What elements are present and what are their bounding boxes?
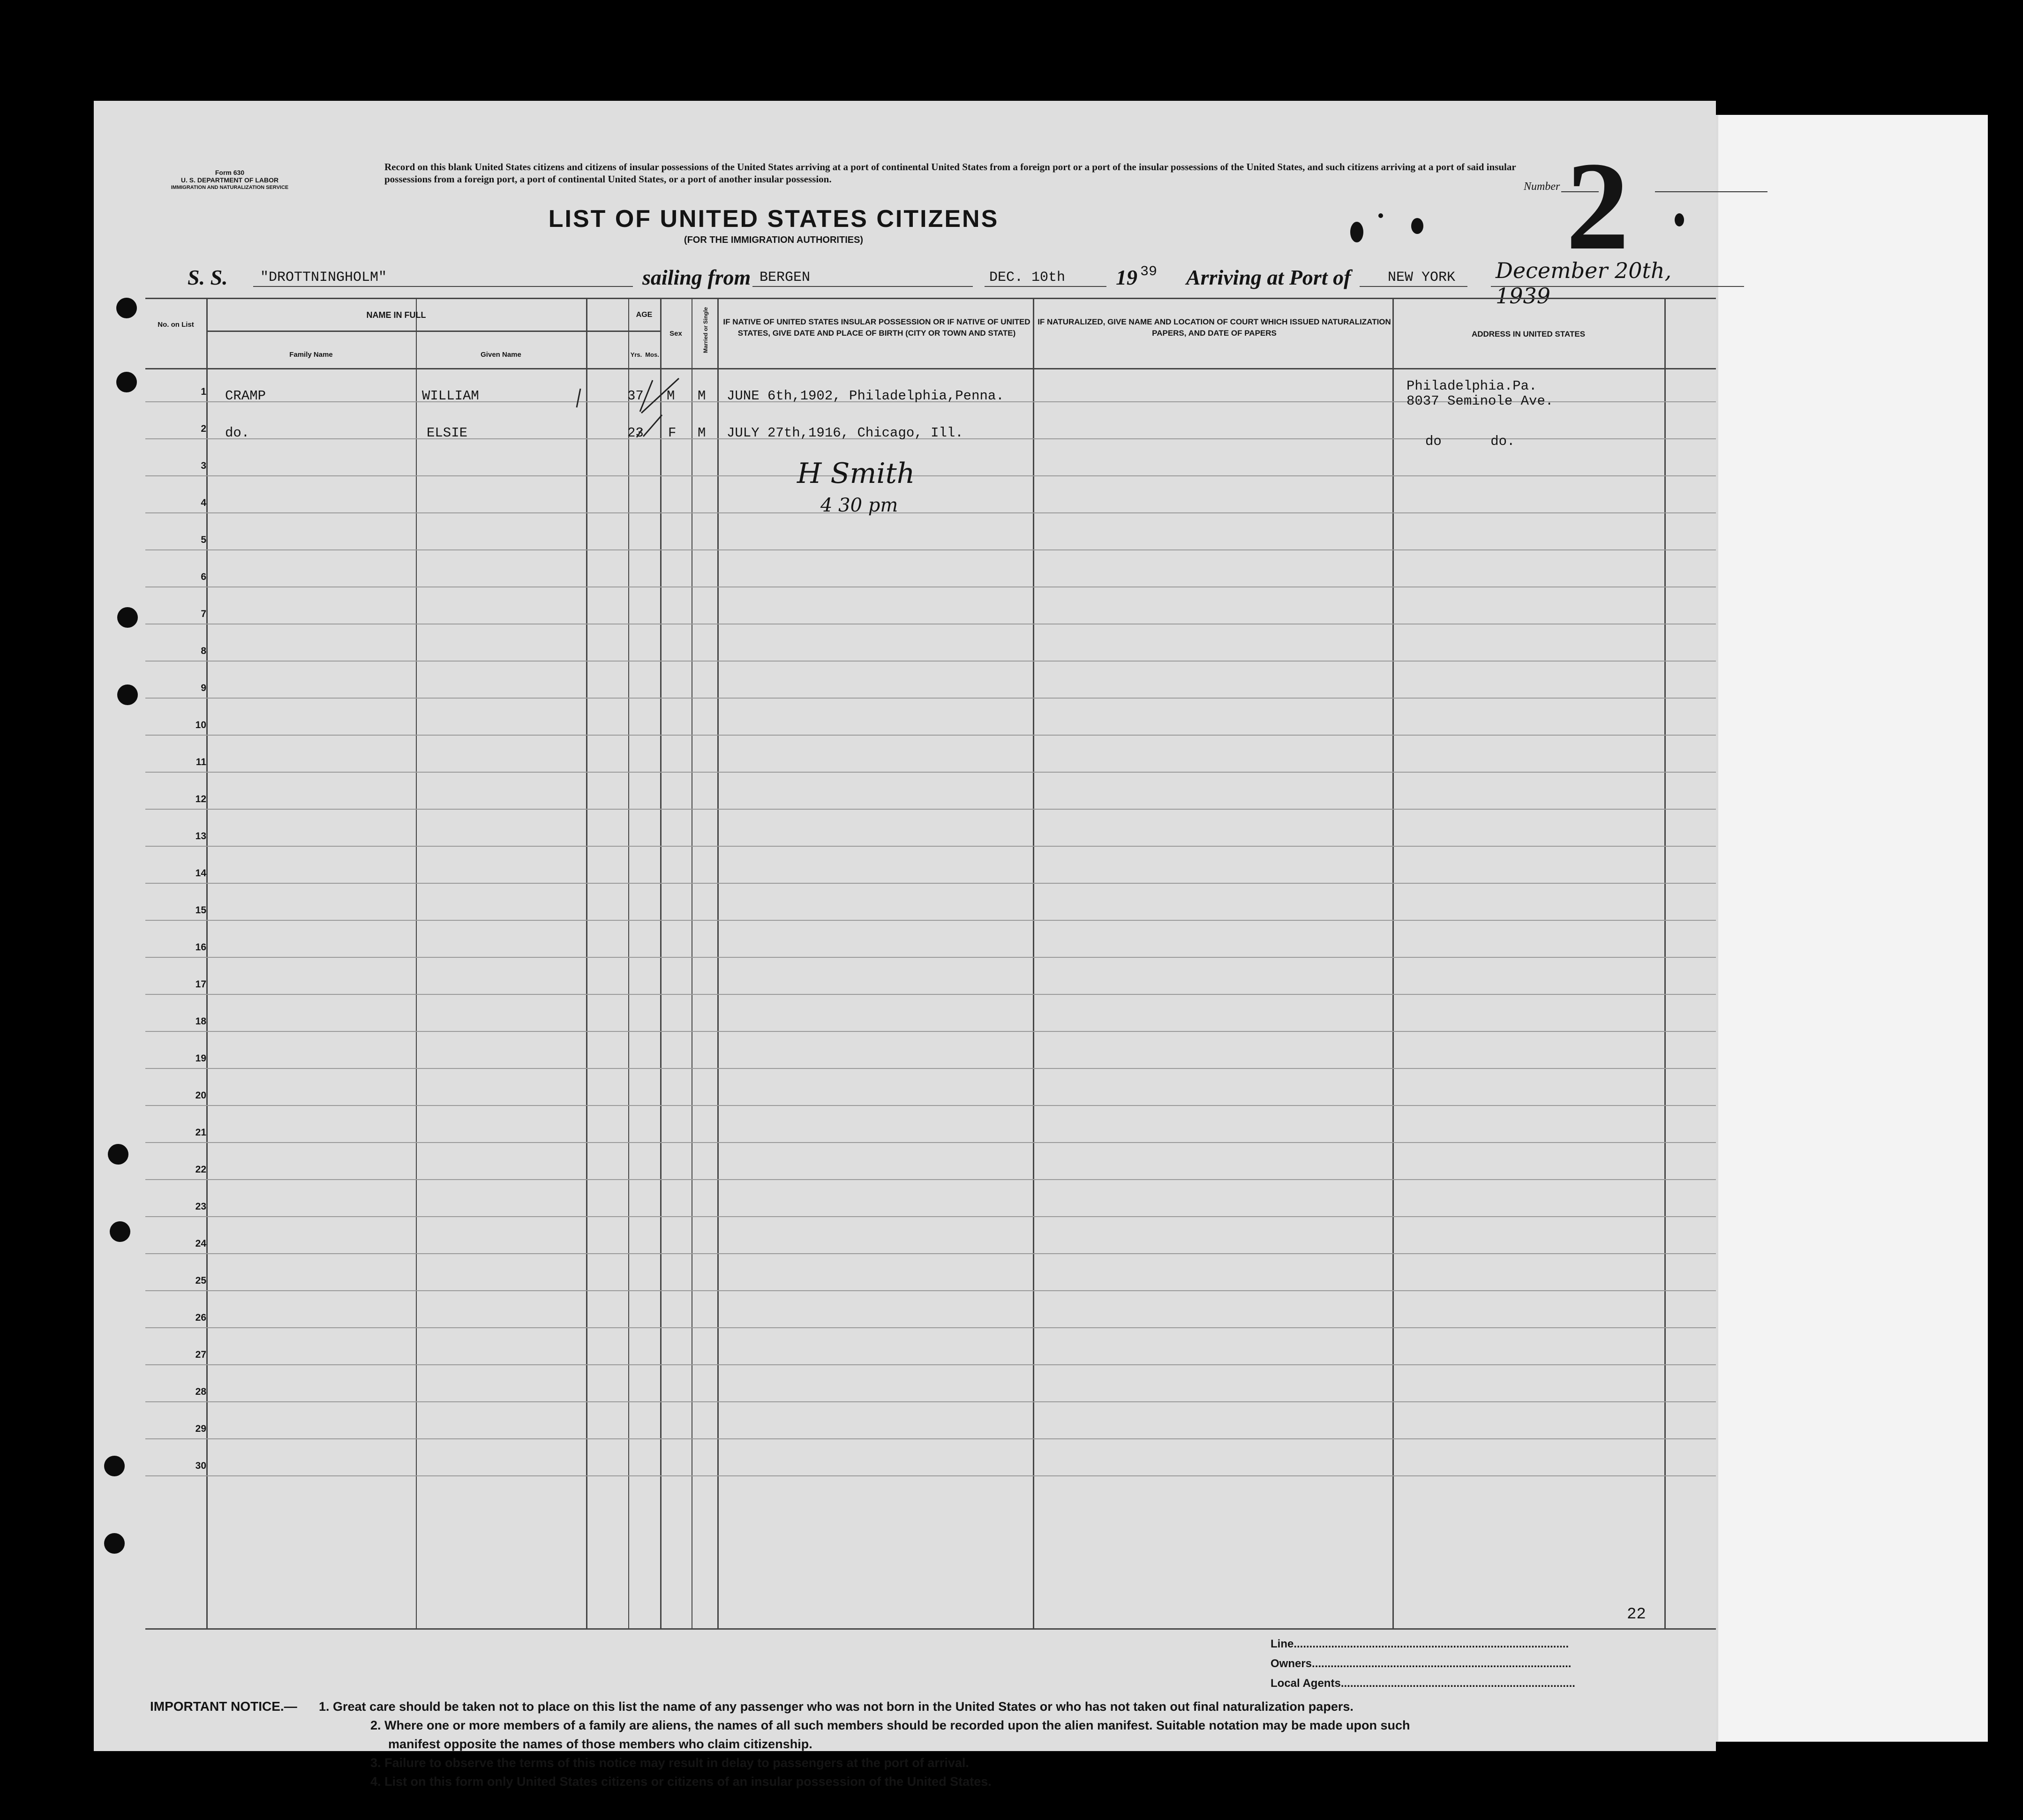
- notice-item: 2. Where one or more members of a family are aliens, the names of all such members should be recorded upon the alien manifest. Suitable notation may be made upon such: [370, 1718, 1410, 1732]
- ink-blot: [1350, 222, 1363, 242]
- arriving-label: Arriving at Port of: [1186, 265, 1351, 289]
- column-divider: [1664, 298, 1666, 1628]
- line-label: Line........................................................................................: [1271, 1638, 1569, 1650]
- column-divider: [416, 298, 417, 1628]
- column-divider: [628, 298, 629, 1628]
- footer-mark: 22: [1627, 1606, 1646, 1624]
- col-sex: Sex: [669, 330, 682, 338]
- row-rule: [145, 1253, 1716, 1254]
- column-divider: [1033, 298, 1034, 1628]
- ink-blot: [1411, 218, 1423, 234]
- notice-lead: IMPORTANT NOTICE.—: [150, 1699, 297, 1714]
- row-number: 13: [195, 831, 206, 842]
- punch-hole: [116, 298, 137, 318]
- punch-hole: [117, 607, 138, 628]
- family-name-cell: CRAMP: [225, 388, 266, 404]
- row-number: 10: [195, 720, 206, 730]
- row-number: 19: [195, 1053, 206, 1064]
- ship-line: [253, 286, 633, 287]
- notice-item: 4. List on this form only United States citizens or citizens of an insular possession of the United States.: [370, 1775, 992, 1789]
- row-rule: [145, 1068, 1716, 1069]
- row-number: 20: [195, 1090, 206, 1101]
- check-mark: [614, 376, 684, 437]
- marital-cell: M: [698, 425, 706, 441]
- sailing-from-label: sailing from: [642, 265, 751, 289]
- arrival-port-line: [1360, 286, 1467, 287]
- row-number: 8: [201, 646, 206, 656]
- row-rule: [145, 994, 1716, 995]
- col-age: AGE: [636, 311, 653, 319]
- row-number: 26: [195, 1312, 206, 1323]
- row-number: 24: [195, 1238, 206, 1249]
- row-rule: [145, 735, 1716, 736]
- year-prefix: 19: [1116, 265, 1137, 289]
- row-number: 28: [195, 1386, 206, 1397]
- row-number: 1: [201, 386, 206, 397]
- service-name: IMMIGRATION AND NATURALIZATION SERVICE: [171, 185, 289, 190]
- row-rule: [145, 475, 1716, 476]
- row-number: 30: [195, 1460, 206, 1471]
- row-rule: [145, 772, 1716, 773]
- punch-hole: [117, 684, 138, 705]
- marital-cell: M: [698, 388, 706, 404]
- owners-label-text: Owners: [1271, 1657, 1312, 1670]
- address-cell: 8037 Seminole Ave.: [1406, 393, 1554, 409]
- row-number: 23: [195, 1201, 206, 1212]
- punch-hole: [116, 372, 137, 392]
- row-number: 3: [201, 460, 206, 471]
- row-rule: [145, 698, 1716, 699]
- row-rule: [145, 661, 1716, 662]
- column-divider: [206, 298, 208, 1628]
- row-rule: [145, 920, 1716, 921]
- row-number: 16: [195, 942, 206, 953]
- notice-item: manifest opposite the names of those members who claim citizenship.: [388, 1737, 812, 1751]
- local-agents-label-text: Local Agents: [1271, 1677, 1341, 1690]
- col-yrs: Yrs.: [630, 351, 642, 358]
- row-number: 18: [195, 1016, 206, 1027]
- row-number: 29: [195, 1423, 206, 1434]
- notice-item: 1. Great care should be taken not to place on this list the name of any passenger who was not born in the United States or who has not taken out final naturalization papers.: [319, 1700, 1354, 1714]
- row-number: 15: [195, 905, 206, 916]
- row-rule: [145, 1179, 1716, 1180]
- form-title: LIST OF UNITED STATES CITIZENS: [548, 205, 999, 233]
- given-name-cell: ELSIE: [427, 425, 468, 441]
- departure-line: [752, 286, 973, 287]
- sex-cell: M: [667, 388, 675, 404]
- list-number: 2: [1566, 136, 1629, 276]
- row-number: 9: [201, 683, 206, 693]
- header-bottom-rule: [145, 368, 1716, 369]
- row-number: 12: [195, 794, 206, 805]
- row-number: 5: [201, 534, 206, 545]
- row-rule: [145, 883, 1716, 884]
- row-number: 2: [201, 423, 206, 434]
- col-address: ADDRESS IN UNITED STATES: [1471, 330, 1586, 338]
- family-name-cell: do.: [225, 425, 250, 441]
- column-divider: [660, 298, 662, 1628]
- row-rule: [145, 1364, 1716, 1365]
- row-number: 6: [201, 572, 206, 582]
- header-mid-rule: [206, 331, 660, 332]
- given-name-cell: WILLIAM: [422, 388, 479, 404]
- punch-hole: [104, 1456, 125, 1476]
- col-mos: Mos.: [645, 351, 659, 358]
- address-cell: do do.: [1425, 434, 1515, 449]
- port-of-departure: BERGEN: [760, 270, 811, 286]
- birth-cell: JUNE 6th,1902, Philadelphia,Penna.: [727, 388, 1004, 404]
- row-rule: [145, 512, 1716, 513]
- manifest-form: [94, 101, 1716, 1789]
- address-cell: Philadelphia.Pa.: [1406, 378, 1537, 394]
- row-number: 25: [195, 1275, 206, 1286]
- row-rule: [145, 1475, 1716, 1476]
- record-instructions: Record on this blank United States citizens and citizens of insular possessions of the United States arriving at a port of continental United States from a foreign port or a port of the insular possessions of the United States, and such citizens arriving at a port of said insular possessions from a foreign port, a port of continental United States, or a port of another insular possession.: [384, 161, 1516, 185]
- row-number: 27: [195, 1349, 206, 1360]
- arrival-date: December 20th, 1939: [1496, 258, 1672, 308]
- row-number: 22: [195, 1164, 206, 1175]
- row-number: 17: [195, 979, 206, 990]
- arrival-date-line: [1491, 286, 1744, 287]
- row-rule: [145, 1105, 1716, 1106]
- col-naturalized: IF NATURALIZED, GIVE NAME AND LOCATION OF COURT WHICH ISSUED NATURALIZATION PAPERS, AND DATE OF PAPERS: [1038, 317, 1391, 338]
- column-divider: [717, 298, 719, 1628]
- column-divider: [586, 298, 587, 1628]
- row-rule: [145, 1142, 1716, 1143]
- owners-label: Owners...................................................................................: [1271, 1657, 1572, 1670]
- form-identifier: [150, 169, 309, 191]
- birth-cell: JULY 27th,1916, Chicago, Ill.: [727, 425, 963, 441]
- col-married: Married or Single: [702, 307, 709, 353]
- row-number: 4: [201, 497, 206, 508]
- row-number: 11: [196, 757, 206, 767]
- age-cell: 23: [627, 425, 644, 441]
- punch-hole: [110, 1221, 130, 1242]
- row-number: 21: [195, 1127, 206, 1138]
- row-number: 14: [195, 868, 206, 879]
- column-divider: [1392, 298, 1394, 1628]
- col-birth: IF NATIVE OF UNITED STATES INSULAR POSSESSION OR IF NATIVE OF UNITED STATES, GIVE DATE AND PLACE OF BIRTH (CITY OR TOWN AND STATE): [723, 317, 1030, 338]
- ss-label: S. S.: [188, 265, 228, 289]
- row-rule: [145, 1327, 1716, 1328]
- departure-date: DEC. 10th: [989, 270, 1066, 286]
- line-label-text: Line: [1271, 1638, 1294, 1650]
- port-of-arrival: NEW YORK: [1388, 270, 1456, 286]
- form-number: Form 630: [215, 169, 245, 176]
- number-label: Number: [1524, 180, 1560, 193]
- row-rule: [145, 1438, 1716, 1439]
- sex-cell: F: [668, 425, 677, 441]
- col-name-in-full: NAME IN FULL: [366, 310, 426, 320]
- punch-hole: [108, 1144, 128, 1165]
- notice-item: 3. Failure to observe the terms of this notice may result in delay to passengers at the port of arrival.: [370, 1756, 969, 1770]
- punch-hole: [104, 1533, 125, 1554]
- local-agents-label: Local Agents...........................................................................: [1271, 1677, 1575, 1690]
- row-rule: [145, 1216, 1716, 1217]
- number-line: [1655, 191, 1767, 192]
- col-given-name: Given Name: [481, 351, 521, 359]
- tick-mark: [572, 387, 586, 410]
- department-name: U. S. DEPARTMENT OF LABOR: [180, 176, 279, 184]
- age-cell: 37: [627, 388, 644, 404]
- col-no: No. on List: [158, 321, 194, 329]
- date-line: [985, 286, 1106, 287]
- ship-name: "DROTTNINGHOLM": [260, 270, 387, 286]
- inspector-signature: H Smith: [797, 457, 915, 490]
- form-subtitle: (FOR THE IMMIGRATION AUTHORITIES): [684, 235, 864, 245]
- row-rule: [145, 1290, 1716, 1291]
- row-rule: [145, 809, 1716, 810]
- year-value: 39: [1140, 264, 1158, 280]
- row-rule: [145, 1031, 1716, 1032]
- row-rule: [145, 846, 1716, 847]
- col-family-name: Family Name: [289, 351, 333, 359]
- row-number: 7: [201, 609, 206, 619]
- row-rule: [145, 957, 1716, 958]
- row-rule: [145, 549, 1716, 550]
- passenger-table: [145, 298, 1716, 1628]
- header-top-rule: [145, 298, 1716, 299]
- ink-blot: [1378, 213, 1383, 218]
- row-rule: [145, 1401, 1716, 1402]
- ink-blot: [1675, 213, 1684, 226]
- inspection-time: 4 30 pm: [820, 495, 898, 516]
- table-bottom-rule: [145, 1628, 1716, 1630]
